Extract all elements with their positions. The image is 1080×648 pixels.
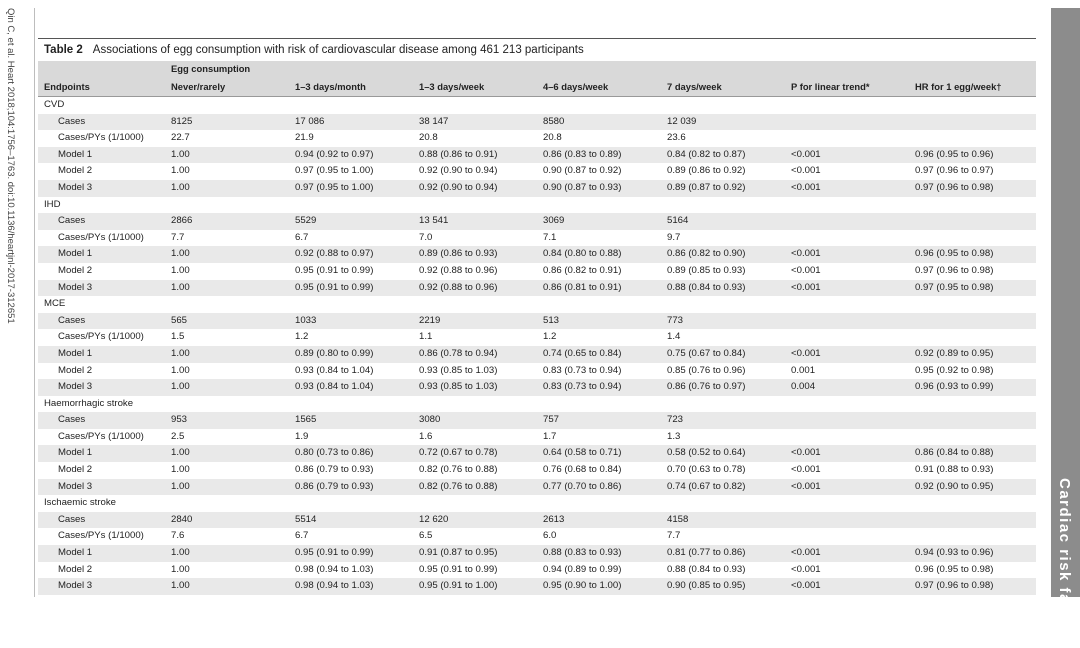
table-cell: 1.9 xyxy=(289,429,413,446)
row-label: Model 3 xyxy=(38,280,165,297)
table-row xyxy=(38,246,1036,263)
column-header: P for linear trend* xyxy=(785,77,909,97)
table-row xyxy=(38,412,1036,429)
table-cell: 0.92 (0.90 to 0.94) xyxy=(413,180,537,197)
table-cell: 0.90 (0.87 to 0.93) xyxy=(537,180,661,197)
row-label: Cases xyxy=(38,512,165,529)
table-row xyxy=(38,130,1036,147)
table-cell: 0.86 (0.78 to 0.94) xyxy=(413,346,537,363)
table-cell xyxy=(909,429,1036,446)
table-cell: 0.70 (0.63 to 0.78) xyxy=(661,462,785,479)
table-cell: 38 147 xyxy=(413,114,537,131)
table-cell: 7.1 xyxy=(537,230,661,247)
table-cell: 0.76 (0.68 to 0.84) xyxy=(537,462,661,479)
section-header-row xyxy=(38,296,1036,313)
table-cell: 0.89 (0.80 to 0.99) xyxy=(289,346,413,363)
row-label: Model 2 xyxy=(38,363,165,380)
table-cell: 0.84 (0.80 to 0.88) xyxy=(537,246,661,263)
table-cell: 0.94 (0.92 to 0.97) xyxy=(289,147,413,164)
table-cell: 1.00 xyxy=(165,562,289,579)
table-cell: 0.86 (0.79 to 0.93) xyxy=(289,479,413,496)
table-row xyxy=(38,329,1036,346)
header-row-columns xyxy=(38,77,1036,97)
table-row xyxy=(38,429,1036,446)
row-label: Model 3 xyxy=(38,479,165,496)
row-label: Model 2 xyxy=(38,163,165,180)
table-cell: 1.2 xyxy=(537,329,661,346)
table-cell: 1.00 xyxy=(165,545,289,562)
table-cell: 7.6 xyxy=(165,528,289,545)
section-name: Ischaemic stroke xyxy=(38,495,1036,512)
column-header: 1–3 days/month xyxy=(289,77,413,97)
table-cell: 1.00 xyxy=(165,479,289,496)
table-cell: 0.96 (0.95 to 0.96) xyxy=(909,147,1036,164)
table-cell: 1.00 xyxy=(165,445,289,462)
table-cell xyxy=(909,329,1036,346)
table-cell: 0.97 (0.96 to 0.98) xyxy=(909,180,1036,197)
table-cell: 0.95 (0.92 to 0.98) xyxy=(909,363,1036,380)
table-cell: 1.2 xyxy=(289,329,413,346)
table-container xyxy=(38,38,1036,595)
table-cell: 23.6 xyxy=(661,130,785,147)
column-header: HR for 1 egg/week† xyxy=(909,77,1036,97)
table-cell: <0.001 xyxy=(785,462,909,479)
table-cell: 513 xyxy=(537,313,661,330)
section-header-row xyxy=(38,197,1036,214)
table-cell: 0.77 (0.70 to 0.86) xyxy=(537,479,661,496)
table-cell: 7.7 xyxy=(661,528,785,545)
table-cell: 0.93 (0.85 to 1.03) xyxy=(413,363,537,380)
table-cell: 0.004 xyxy=(785,379,909,396)
section-header-row xyxy=(38,495,1036,512)
table-cell: 0.98 (0.94 to 1.03) xyxy=(289,578,413,595)
table-cell: 0.75 (0.67 to 0.84) xyxy=(661,346,785,363)
row-label: Cases xyxy=(38,313,165,330)
column-header: 4–6 days/week xyxy=(537,77,661,97)
row-label: Cases/PYs (1/1000) xyxy=(38,528,165,545)
table-cell: 1.7 xyxy=(537,429,661,446)
table-cell: 0.94 (0.93 to 0.96) xyxy=(909,545,1036,562)
table-cell: 0.88 (0.84 to 0.93) xyxy=(661,562,785,579)
table-row xyxy=(38,578,1036,595)
margin-rule xyxy=(34,8,35,597)
table-cell: 5514 xyxy=(289,512,413,529)
table-cell: 0.86 (0.76 to 0.97) xyxy=(661,379,785,396)
header-row-group xyxy=(38,61,1036,77)
table-cell: 21.9 xyxy=(289,130,413,147)
table-cell xyxy=(909,213,1036,230)
table-cell: 3069 xyxy=(537,213,661,230)
citation-text: Qin C, et al. Heart 2018;104:1756–1763. doi:10.1136/heartjnl-2017-312651 xyxy=(5,8,16,324)
table-cell: 1565 xyxy=(289,412,413,429)
section-name: IHD xyxy=(38,197,1036,214)
column-header: Endpoints xyxy=(38,77,165,97)
table-cell: 0.92 (0.88 to 0.97) xyxy=(289,246,413,263)
table-cell: 0.90 (0.85 to 0.95) xyxy=(661,578,785,595)
table-cell: 0.95 (0.91 to 1.00) xyxy=(413,578,537,595)
table-cell: 0.91 (0.87 to 0.95) xyxy=(413,545,537,562)
table-cell xyxy=(785,512,909,529)
table-row xyxy=(38,163,1036,180)
table-cell: 22.7 xyxy=(165,130,289,147)
column-header: 1–3 days/week xyxy=(413,77,537,97)
section-header-row xyxy=(38,97,1036,114)
table-caption xyxy=(38,38,1036,61)
table-row xyxy=(38,512,1036,529)
row-label: Model 3 xyxy=(38,379,165,396)
table-cell: 1033 xyxy=(289,313,413,330)
table-cell: 17 086 xyxy=(289,114,413,131)
table-cell: 6.7 xyxy=(289,230,413,247)
table-cell: <0.001 xyxy=(785,246,909,263)
table-cell: 1.5 xyxy=(165,329,289,346)
table-cell: 0.95 (0.91 to 0.99) xyxy=(413,562,537,579)
table-cell: 5164 xyxy=(661,213,785,230)
table-cell: <0.001 xyxy=(785,562,909,579)
table-cell: 0.92 (0.90 to 0.94) xyxy=(413,163,537,180)
table-cell: 7.0 xyxy=(413,230,537,247)
table-cell: 1.00 xyxy=(165,379,289,396)
table-cell xyxy=(909,114,1036,131)
table-cell: 7.7 xyxy=(165,230,289,247)
table-cell: 0.95 (0.91 to 0.99) xyxy=(289,280,413,297)
section-header-row xyxy=(38,396,1036,413)
table-cell: 0.83 (0.73 to 0.94) xyxy=(537,379,661,396)
table-cell: 0.72 (0.67 to 0.78) xyxy=(413,445,537,462)
table-cell: 0.92 (0.88 to 0.96) xyxy=(413,280,537,297)
table-cell: <0.001 xyxy=(785,445,909,462)
table-cell xyxy=(909,528,1036,545)
table-cell: 0.88 (0.84 to 0.93) xyxy=(661,280,785,297)
table-row xyxy=(38,346,1036,363)
table-cell: 0.89 (0.85 to 0.93) xyxy=(661,263,785,280)
table-row xyxy=(38,280,1036,297)
table-cell: 0.90 (0.87 to 0.92) xyxy=(537,163,661,180)
table-cell: 0.97 (0.95 to 1.00) xyxy=(289,163,413,180)
table-cell: 0.86 (0.79 to 0.93) xyxy=(289,462,413,479)
table-cell: 8125 xyxy=(165,114,289,131)
table-cell: 1.00 xyxy=(165,280,289,297)
table-cell: 0.89 (0.86 to 0.93) xyxy=(413,246,537,263)
table-cell xyxy=(785,230,909,247)
table-cell: 20.8 xyxy=(537,130,661,147)
table-title: Associations of egg consumption with risk of cardiovascular disease among 461 213 participants xyxy=(92,44,584,56)
row-label: Model 1 xyxy=(38,246,165,263)
table-cell: 0.86 (0.82 to 0.90) xyxy=(661,246,785,263)
table-cell: 2840 xyxy=(165,512,289,529)
table-cell: 0.96 (0.95 to 0.98) xyxy=(909,246,1036,263)
table-cell: 6.7 xyxy=(289,528,413,545)
table-cell: 757 xyxy=(537,412,661,429)
table-cell: 4158 xyxy=(661,512,785,529)
table-cell: 0.82 (0.76 to 0.88) xyxy=(413,462,537,479)
table-cell: 0.86 (0.82 to 0.91) xyxy=(537,263,661,280)
table-cell: 0.97 (0.96 to 0.98) xyxy=(909,263,1036,280)
table-cell: 6.0 xyxy=(537,528,661,545)
table-row xyxy=(38,114,1036,131)
section-name: MCE xyxy=(38,296,1036,313)
table-cell: 0.91 (0.88 to 0.93) xyxy=(909,462,1036,479)
citation-sidebar xyxy=(2,8,20,338)
table-cell: 0.92 (0.90 to 0.95) xyxy=(909,479,1036,496)
table-row xyxy=(38,462,1036,479)
row-label: Model 2 xyxy=(38,462,165,479)
column-header: 7 days/week xyxy=(661,77,785,97)
table-row xyxy=(38,230,1036,247)
table-cell: <0.001 xyxy=(785,578,909,595)
table-cell: <0.001 xyxy=(785,163,909,180)
table-cell: 0.81 (0.77 to 0.86) xyxy=(661,545,785,562)
table-cell: 0.88 (0.83 to 0.93) xyxy=(537,545,661,562)
table-cell: 0.86 (0.84 to 0.88) xyxy=(909,445,1036,462)
egg-consumption-header: Egg consumption xyxy=(165,61,785,77)
table-cell: 1.6 xyxy=(413,429,537,446)
table-row xyxy=(38,147,1036,164)
table-cell: 0.74 (0.65 to 0.84) xyxy=(537,346,661,363)
table-cell: 1.00 xyxy=(165,578,289,595)
table-row xyxy=(38,213,1036,230)
table-row xyxy=(38,479,1036,496)
table-cell xyxy=(909,512,1036,529)
table-cell: 0.97 (0.95 to 0.98) xyxy=(909,280,1036,297)
table-cell: 773 xyxy=(661,313,785,330)
row-label: Model 1 xyxy=(38,545,165,562)
table-cell xyxy=(909,313,1036,330)
row-label: Cases/PYs (1/1000) xyxy=(38,130,165,147)
section-banner-text: Cardiac risk factors xyxy=(1056,478,1073,648)
table-cell: 2613 xyxy=(537,512,661,529)
table-cell: 0.89 (0.87 to 0.92) xyxy=(661,180,785,197)
table-cell xyxy=(785,114,909,131)
table-cell: 20.8 xyxy=(413,130,537,147)
table-row xyxy=(38,180,1036,197)
table-cell: 0.74 (0.67 to 0.82) xyxy=(661,479,785,496)
row-label: Model 1 xyxy=(38,147,165,164)
table-cell: 0.001 xyxy=(785,363,909,380)
table-cell xyxy=(909,230,1036,247)
row-label: Model 1 xyxy=(38,346,165,363)
table-cell: 565 xyxy=(165,313,289,330)
table-row xyxy=(38,545,1036,562)
table-cell: <0.001 xyxy=(785,346,909,363)
table-row xyxy=(38,562,1036,579)
row-label: Cases xyxy=(38,412,165,429)
table-cell: 1.00 xyxy=(165,246,289,263)
table-cell: 0.95 (0.90 to 1.00) xyxy=(537,578,661,595)
row-label: Model 1 xyxy=(38,445,165,462)
table-cell: <0.001 xyxy=(785,263,909,280)
table-cell: <0.001 xyxy=(785,545,909,562)
table-cell xyxy=(785,329,909,346)
table-cell: 723 xyxy=(661,412,785,429)
table-cell xyxy=(785,213,909,230)
table-cell: 0.95 (0.91 to 0.99) xyxy=(289,263,413,280)
table-cell: 12 620 xyxy=(413,512,537,529)
table-cell: <0.001 xyxy=(785,280,909,297)
table-cell: 0.93 (0.84 to 1.04) xyxy=(289,379,413,396)
table-cell: 0.97 (0.95 to 1.00) xyxy=(289,180,413,197)
row-label: Cases/PYs (1/1000) xyxy=(38,429,165,446)
table-cell: <0.001 xyxy=(785,147,909,164)
table-cell: 8580 xyxy=(537,114,661,131)
table-cell: 0.84 (0.82 to 0.87) xyxy=(661,147,785,164)
table-cell xyxy=(785,412,909,429)
table-cell: 0.92 (0.88 to 0.96) xyxy=(413,263,537,280)
table-cell: <0.001 xyxy=(785,180,909,197)
table-cell xyxy=(909,130,1036,147)
table-cell xyxy=(785,130,909,147)
table-cell: 2219 xyxy=(413,313,537,330)
table-cell: 0.96 (0.93 to 0.99) xyxy=(909,379,1036,396)
table-cell: <0.001 xyxy=(785,479,909,496)
table-cell: 0.97 (0.96 to 0.98) xyxy=(909,578,1036,595)
row-label: Model 2 xyxy=(38,562,165,579)
table-cell xyxy=(785,313,909,330)
table-cell: 953 xyxy=(165,412,289,429)
table-cell: 1.00 xyxy=(165,263,289,280)
table-cell: 0.83 (0.73 to 0.94) xyxy=(537,363,661,380)
table-cell: 1.00 xyxy=(165,180,289,197)
table-cell: 0.95 (0.91 to 0.99) xyxy=(289,545,413,562)
table-row xyxy=(38,379,1036,396)
table-cell: 5529 xyxy=(289,213,413,230)
table-cell xyxy=(785,429,909,446)
table-cell: 0.86 (0.83 to 0.89) xyxy=(537,147,661,164)
table-row xyxy=(38,313,1036,330)
table-cell: 0.86 (0.81 to 0.91) xyxy=(537,280,661,297)
results-table xyxy=(38,61,1036,595)
row-label: Cases/PYs (1/1000) xyxy=(38,230,165,247)
table-cell: 12 039 xyxy=(661,114,785,131)
table-cell: 1.00 xyxy=(165,363,289,380)
table-cell: 1.00 xyxy=(165,163,289,180)
table-cell: 1.4 xyxy=(661,329,785,346)
row-label: Model 3 xyxy=(38,180,165,197)
table-cell xyxy=(909,412,1036,429)
section-name: CVD xyxy=(38,97,1036,114)
table-cell: 0.58 (0.52 to 0.64) xyxy=(661,445,785,462)
row-label: Cases xyxy=(38,213,165,230)
table-cell: 0.93 (0.84 to 1.04) xyxy=(289,363,413,380)
table-label: Table 2 xyxy=(44,44,83,56)
table-cell: 0.97 (0.96 to 0.97) xyxy=(909,163,1036,180)
table-cell xyxy=(785,528,909,545)
section-name: Haemorrhagic stroke xyxy=(38,396,1036,413)
table-cell: 3080 xyxy=(413,412,537,429)
table-cell: 1.3 xyxy=(661,429,785,446)
table-cell: 0.88 (0.86 to 0.91) xyxy=(413,147,537,164)
section-banner xyxy=(1051,8,1080,648)
table-cell: 2.5 xyxy=(165,429,289,446)
table-cell: 13 541 xyxy=(413,213,537,230)
table-cell: 0.85 (0.76 to 0.96) xyxy=(661,363,785,380)
row-label: Cases/PYs (1/1000) xyxy=(38,329,165,346)
table-cell: 0.80 (0.73 to 0.86) xyxy=(289,445,413,462)
row-label: Model 3 xyxy=(38,578,165,595)
table-row xyxy=(38,263,1036,280)
table-cell: 0.94 (0.89 to 0.99) xyxy=(537,562,661,579)
table-cell: 9.7 xyxy=(661,230,785,247)
row-label: Model 2 xyxy=(38,263,165,280)
column-header: Never/rarely xyxy=(165,77,289,97)
table-cell: 2866 xyxy=(165,213,289,230)
table-cell: 1.00 xyxy=(165,147,289,164)
table-cell: 0.82 (0.76 to 0.88) xyxy=(413,479,537,496)
table-cell: 0.89 (0.86 to 0.92) xyxy=(661,163,785,180)
table-cell: 0.93 (0.85 to 1.03) xyxy=(413,379,537,396)
table-cell: 0.64 (0.58 to 0.71) xyxy=(537,445,661,462)
table-cell: 1.1 xyxy=(413,329,537,346)
table-row xyxy=(38,363,1036,380)
table-row xyxy=(38,528,1036,545)
table-cell: 1.00 xyxy=(165,346,289,363)
table-row xyxy=(38,445,1036,462)
table-cell: 1.00 xyxy=(165,462,289,479)
table-cell: 0.96 (0.95 to 0.98) xyxy=(909,562,1036,579)
table-cell: 0.98 (0.94 to 1.03) xyxy=(289,562,413,579)
table-cell: 6.5 xyxy=(413,528,537,545)
row-label: Cases xyxy=(38,114,165,131)
table-cell: 0.92 (0.89 to 0.95) xyxy=(909,346,1036,363)
